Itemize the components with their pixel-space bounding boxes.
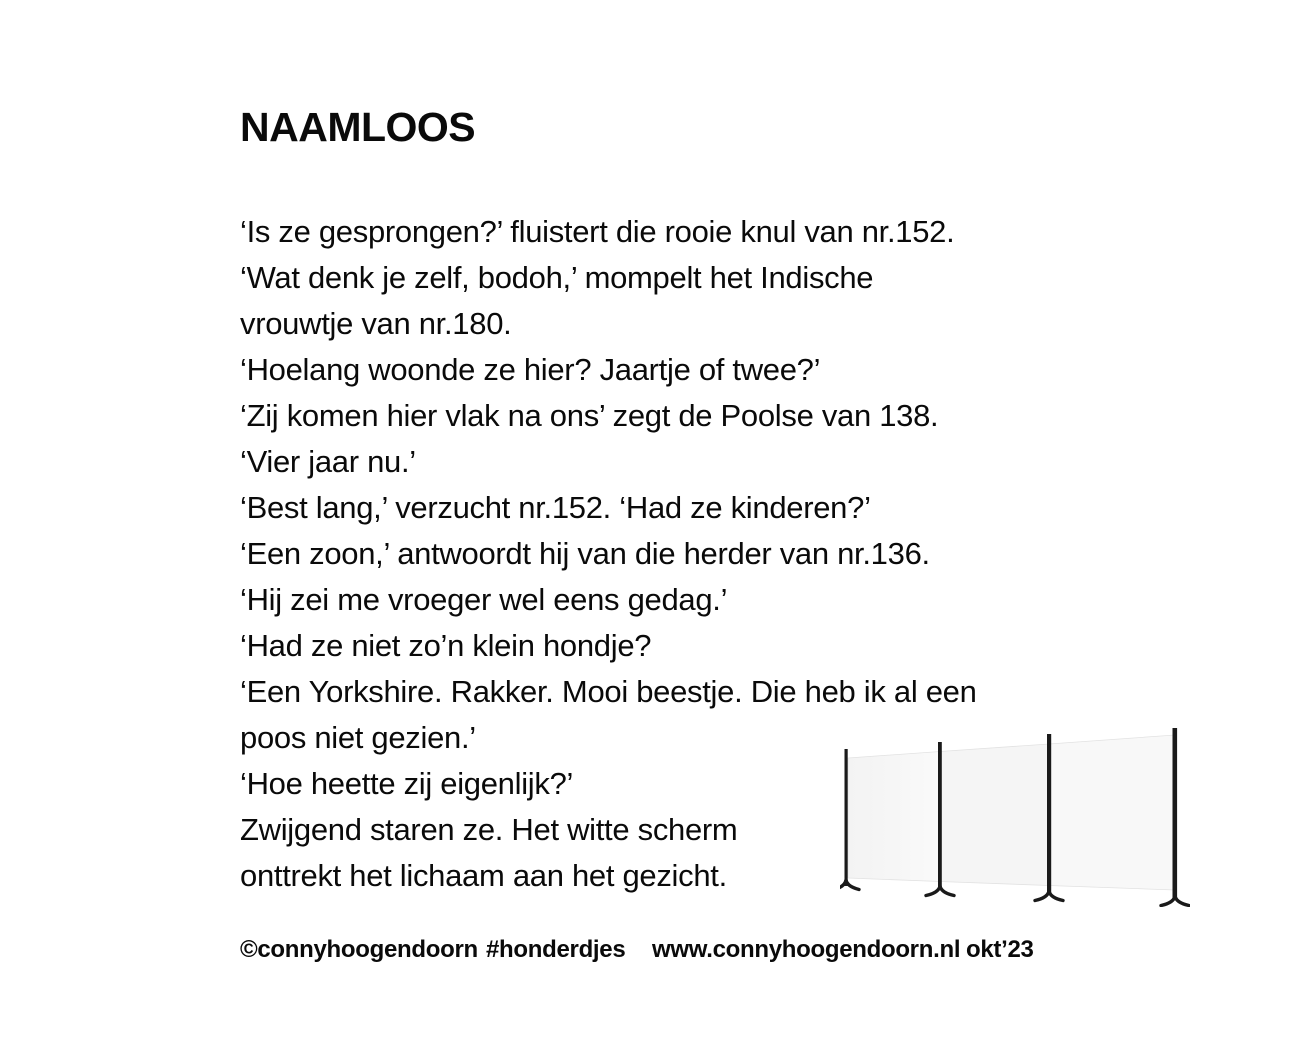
footer-date: okt’23 [966,936,1034,963]
story-line: ‘Is ze gesprongen?’ fluistert die rooie knul van nr.152. [240,214,955,249]
story-line: ‘Hoe heette zij eigenlijk?’ [240,766,574,801]
story-line: onttrekt het lichaam aan het gezicht. [240,858,727,893]
divider-panel [1049,735,1175,890]
divider-panel [940,744,1049,886]
footer-copyright: ©connyhoogendoorn [240,936,478,963]
divider-post [938,742,942,890]
story-line: ‘Hij zei me vroeger wel eens gedag.’ [240,582,728,617]
footer-website: www.connyhoogendoorn.nl [652,936,961,963]
footer-hashtag: #honderdjes [486,936,626,963]
story-line: ‘Had ze niet zo’n klein hondje? [240,628,652,663]
story-line: Zwijgend staren ze. Het witte scherm [240,812,738,847]
divider-post [845,749,848,886]
story-line: ‘Best lang,’ verzucht nr.152. ‘Had ze kinderen?’ [240,490,871,525]
page-title: NAAMLOOS [240,104,476,150]
story-line: ‘Wat denk je zelf, bodoh,’ mompelt het Indische [240,260,874,295]
story-line: ‘Zij komen hier vlak na ons’ zegt de Poolse van 138. [240,398,939,433]
story-line: ‘Hoelang woonde ze hier? Jaartje of twee?’ [240,352,821,387]
story-line: poos niet gezien.’ [240,720,476,755]
story-line: ‘Een zoon,’ antwoordt hij van die herder van nr.136. [240,536,930,571]
divider-panel [848,752,940,882]
divider-post [1173,728,1178,900]
room-divider-illustration [840,722,1190,907]
story-line: ‘Vier jaar nu.’ [240,444,416,479]
divider-post [1047,734,1051,895]
story-line: vrouwtje van nr.180. [240,306,512,341]
footer [0,936,1294,976]
story-line: ‘Een Yorkshire. Rakker. Mooi beestje. Die heb ik al een [240,674,977,709]
room-divider-icon [840,722,1190,907]
